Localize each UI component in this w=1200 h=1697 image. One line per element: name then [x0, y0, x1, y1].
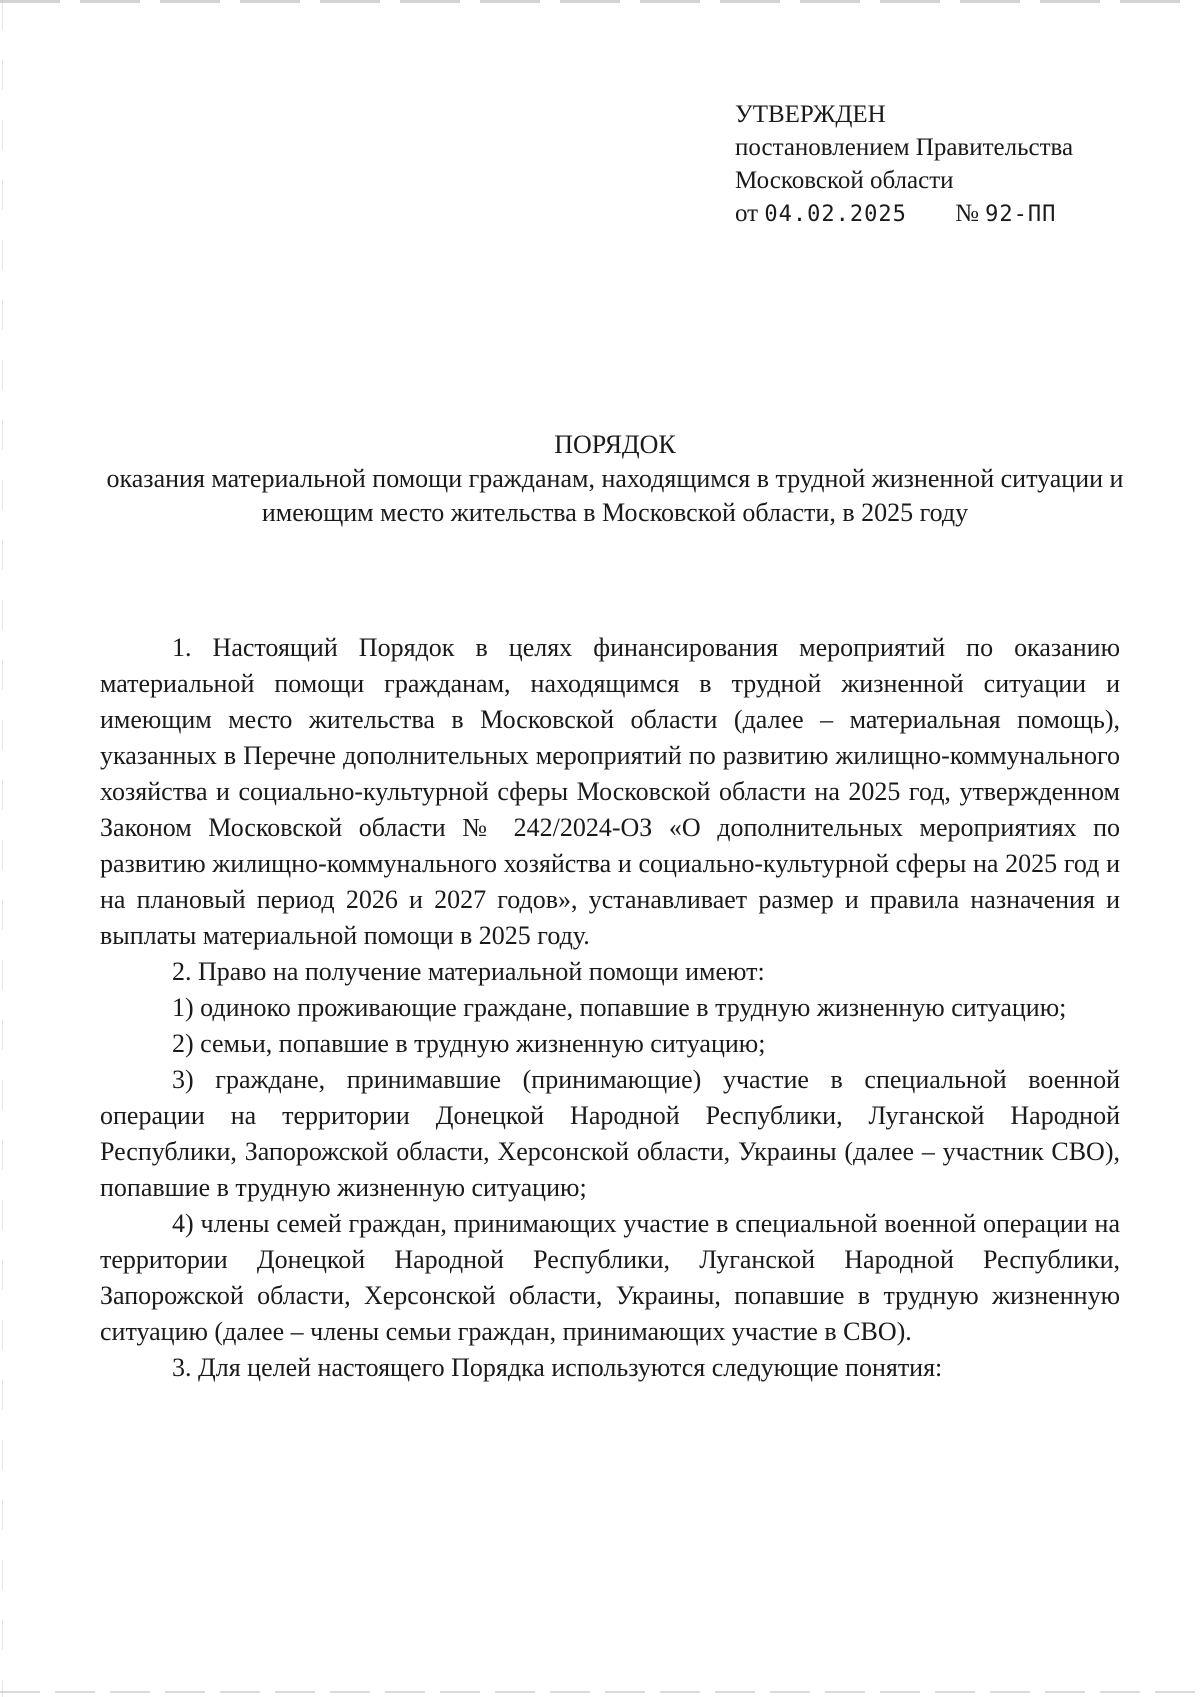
approval-from-label: от	[735, 200, 759, 227]
paragraph-2: 2. Право на получение материальной помощи имеют:	[172, 957, 765, 986]
approval-by-line-1: постановлением Правительства	[735, 134, 1074, 161]
approval-date-number-line	[735, 197, 1073, 231]
scan-artifact-bottom	[0, 1691, 1200, 1693]
approval-date: 04.02.2025	[764, 202, 907, 227]
document-body	[100, 630, 1120, 1386]
approval-number: 92-ПП	[985, 202, 1057, 227]
paragraph-2-item-3: 3) граждане, принимавшие (принимающие) участие в специальной военной операции на территории Донецкой Народной Республики, Луганской Народной Республики, Запорожской области, Херсонской области, Украины (далее – участник СВО), попавшие в трудную жизненную ситуацию;	[100, 1065, 1120, 1202]
scan-artifact-top	[0, 0, 1200, 3]
paragraph-2-item-4: 4) члены семей граждан, принимающих участие в специальной военной операции на территории Донецкой Народной Республики, Луганской Народной Республики, Запорожской области, Херсонской области, Украины, попавшие в трудную жизненную ситуацию (далее – члены семьи граждан, принимающих участие в СВО).	[100, 1209, 1120, 1346]
paragraph-2-item-2: 2) семьи, попавшие в трудную жизненную ситуацию;	[172, 1029, 766, 1058]
scan-artifact-left	[2, 0, 3, 1697]
paragraph-2-item-1: 1) одиноко проживающие граждане, попавшие в трудную жизненную ситуацию;	[172, 993, 1067, 1022]
paragraph-1: 1. Настоящий Порядок в целях финансирования мероприятий по оказанию материальной помощи гражданам, находящимся в трудной жизненной ситуации и имеющим место жительства в Московской области (далее – материальная помощь), указанных в Перечне дополнительных мероприятий по развитию жилищно-коммунального хозяйства и социально-культурной сферы Московской области на 2025 год, утвержденном Законом Московской области № 242/2024-ОЗ «О дополнительных мероприятиях по развитию жилищно-коммунального хозяйства и социально-культурной сферы на 2025 год и на плановый период 2026 и 2027 годов», устанавливает размер и правила назначения и выплаты материальной помощи в 2025 году.	[100, 633, 1120, 950]
document-subtitle: оказания материальной помощи гражданам, находящимся в трудной жизненной ситуации и имеющим место жительства в Московской области, в 2025 году	[106, 464, 1124, 527]
approval-heading: УТВЕРЖДЕН	[735, 101, 886, 128]
paragraph-3: 3. Для целей настоящего Порядка используются следующие понятия:	[172, 1353, 943, 1382]
document-heading: ПОРЯДОК	[554, 430, 676, 459]
approval-number-sign: №	[955, 200, 979, 227]
document-title-block	[100, 428, 1130, 530]
approval-by-line-2: Московской области	[735, 167, 954, 194]
approval-stamp-block	[735, 98, 1073, 231]
